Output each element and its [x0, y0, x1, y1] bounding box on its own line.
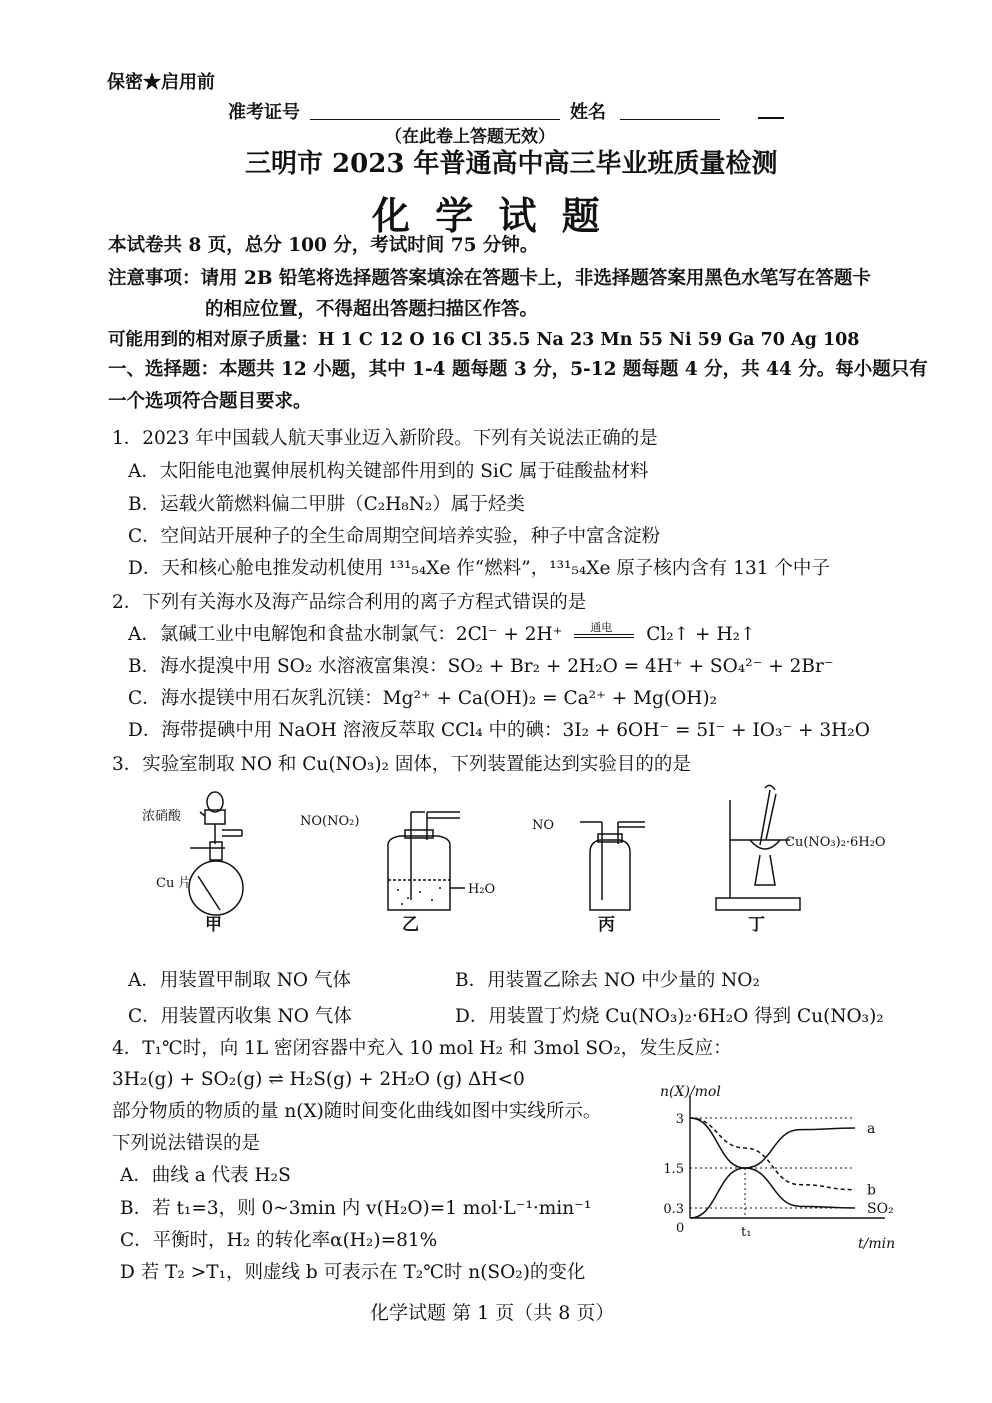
q3-option-d: D．用装置丁灼烧 Cu(NO₃)₂·6H₂O 得到 Cu(NO₃)₂ [455, 1006, 884, 1027]
electrolysis-arrow [574, 621, 634, 645]
q2-option-b: B．海水提溴中用 SO₂ 水溶液富集溴：SO₂ + Br₂ + 2H₂O = 4H⁺ + SO₄²⁻ + 2Br⁻ [128, 656, 834, 677]
q1-option-c: C．空间站开展种子的全生命周期空间培养实验，种子中富含淀粉 [128, 526, 661, 547]
series-line-SO₂ [690, 1118, 855, 1208]
q4-text-1: 部分物质的物质的量 n(X)随时间变化曲线如图中实线所示。 [112, 1101, 602, 1122]
apparatus-bing [580, 822, 645, 910]
q4-option-b: B．若 t₁=3，则 0~3min 内 v(H₂O)=1 mol·L⁻¹·min⁻¹ [120, 1198, 592, 1219]
arrow-line-top [574, 634, 634, 635]
y-tick-label: 0.3 [663, 1202, 684, 1217]
q3-option-c: C．用装置丙收集 NO 气体 [128, 1006, 352, 1027]
name-label: 姓名 [570, 102, 606, 123]
subject-title: 化 学 试 题 [372, 193, 606, 238]
apparatus-jia [189, 792, 243, 915]
atomic-masses: 可能用到的相对原子质量：H 1 C 12 O 16 Cl 35.5 Na 23 Mn 55 Ni 59 Ga 70 Ag 108 [108, 330, 860, 350]
chart-axes [690, 1096, 885, 1218]
notice-line-2: 的相应位置，不得超出答题扫描区作答。 [205, 299, 539, 320]
q2-stem: 2．下列有关海水及海产品综合利用的离子方程式错误的是 [112, 592, 587, 613]
exam-summary: 本试卷共 8 页，总分 100 分，考试时间 75 分钟。 [108, 235, 539, 256]
ding-label: 丁 [748, 915, 765, 935]
yi-label: 乙 [402, 915, 419, 935]
jia-cu-label: Cu 片 [156, 876, 192, 891]
ding-solid-label: Cu(NO₃)₂·6H₂O [785, 835, 886, 850]
header-dash [758, 116, 784, 119]
apparatus-yi [388, 812, 465, 910]
yi-water-label: H₂O [468, 882, 496, 897]
q3-apparatus-figure [120, 780, 910, 940]
exam-id-label: 准考证号 [228, 102, 300, 123]
electrolysis-condition: 通电 [590, 621, 613, 634]
q4-option-c: C．平衡时，H₂ 的转化率α(H₂)=81% [120, 1230, 438, 1251]
arrow-line-bottom [574, 637, 634, 638]
q3-option-a: A．用装置甲制取 NO 气体 [128, 970, 351, 991]
series-label: SO₂ [867, 1201, 894, 1217]
invalid-note: （在此卷上答题无效） [385, 127, 555, 147]
q4-stem: 4．T₁℃时，向 1L 密闭容器中充入 10 mol H₂ 和 3mol SO₂，发生反应： [112, 1038, 732, 1059]
q2-option-a-products: Cl₂↑ + H₂↑ [646, 624, 756, 645]
q2-option-a [128, 622, 756, 648]
chart-ticks [663, 1112, 855, 1240]
q4-chart [650, 1078, 910, 1258]
series-label: a [867, 1121, 876, 1137]
exam-id-field[interactable] [310, 118, 560, 120]
q1-option-d: D．天和核心舱电推发动机使用 ¹³¹₅₄Xe 作“燃料”，¹³¹₅₄Xe 原子核内含有 131 个中子 [128, 558, 830, 579]
page-footer: 化学试题 第 1 页（共 8 页） [370, 1302, 615, 1324]
bing-gas-label: NO [532, 818, 555, 833]
q2-option-c: C．海水提镁中用石灰乳沉镁：Mg²⁺ + Ca(OH)₂ = Ca²⁺ + Mg(OH)₂ [128, 688, 718, 709]
q3-stem: 3．实验室制取 NO 和 Cu(NO₃)₂ 固体，下列装置能达到实验目的的是 [112, 754, 691, 775]
series-label: b [867, 1182, 876, 1199]
q4-equation: 3H₂(g) + SO₂(g) ⇌ H₂S(g) + 2H₂O (g) ΔH<0 [112, 1069, 525, 1090]
name-field[interactable] [620, 118, 720, 120]
section1-line-1: 一、选择题：本题共 12 小题，其中 1-4 题每题 3 分，5-12 题每题 4 分，共 44 分。每小题只有 [108, 359, 928, 380]
jia-label: 甲 [205, 915, 222, 935]
y-tick-label: 1.5 [663, 1162, 684, 1177]
section1-line-2: 一个选项符合题目要求。 [108, 391, 312, 412]
q1-stem: 1．2023 年中国载人航天事业迈入新阶段。下列有关说法正确的是 [112, 428, 658, 449]
notice-line-1: 注意事项：请用 2B 铅笔将选择题答案填涂在答题卡上，非选择题答案用黑色水笔写在答题卡 [108, 268, 871, 289]
q4-option-a: A．曲线 a 代表 H₂S [120, 1165, 291, 1186]
jia-acid-label: 浓硝酸 [142, 809, 182, 824]
q4-text-2: 下列说法错误的是 [112, 1133, 261, 1154]
x-tick-label: 0 [676, 1221, 685, 1236]
chart-ylabel: n(X)/mol [660, 1084, 721, 1100]
q2-option-d: D．海带提碘中用 NaOH 溶液反萃取 CCl₄ 中的碘：3I₂ + 6OH⁻ = 5I⁻ + IO₃⁻ + 3H₂O [128, 720, 870, 741]
q4-option-d: D 若 T₂ >T₁，则虚线 b 可表示在 T₂℃时 n(SO₂)的变化 [120, 1262, 586, 1283]
yi-gas-label: NO(NO₂) [300, 814, 360, 829]
q2-option-a-text: A．氯碱工业中电解饱和食盐水制氯气：2Cl⁻ + 2H⁺ [128, 624, 563, 645]
q3-option-b: B．用装置乙除去 NO 中少量的 NO₂ [455, 970, 760, 991]
y-tick-label: 3 [675, 1112, 684, 1127]
x-tick-label: t₁ [741, 1225, 752, 1240]
series-line-a [690, 1128, 855, 1218]
confidential-mark: 保密★启用前 [107, 72, 215, 93]
yi-water-dots [397, 887, 441, 905]
main-title: 三明市 2023 年普通高中高三毕业班质量检测 [245, 149, 778, 179]
q1-option-b: B．运载火箭燃料偏二甲肼（C₂H₈N₂）属于烃类 [128, 494, 525, 515]
chart-xlabel: t/min [858, 1236, 896, 1252]
bing-label: 丙 [598, 915, 615, 935]
q1-option-a: A．太阳能电池翼伸展机构关键部件用到的 SiC 属于硅酸盐材料 [128, 461, 649, 482]
